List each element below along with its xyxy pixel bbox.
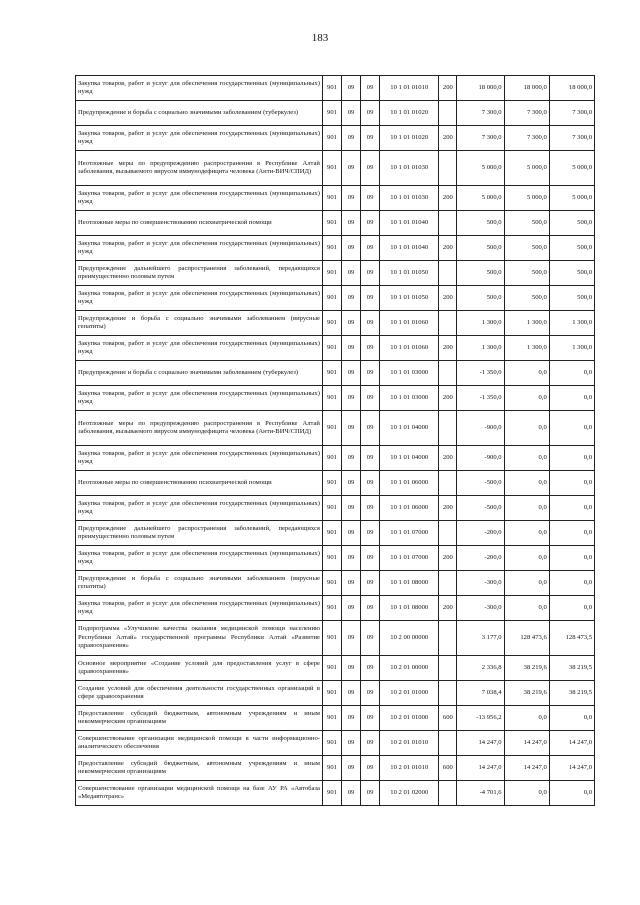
amount-2-cell: 500,0 <box>504 286 549 311</box>
amount-2-cell: 1 300,0 <box>504 336 549 361</box>
section-code-cell: 09 <box>342 211 361 236</box>
section-code-cell: 09 <box>342 781 361 806</box>
expense-type-cell <box>439 411 457 446</box>
item-name-cell: Закупка товаров, работ и услуг для обеспечения государственных (муниципальных) нужд <box>76 236 323 261</box>
target-article-cell: 10 1 01 06000 <box>380 496 439 521</box>
table-row <box>76 731 595 756</box>
expense-type-cell <box>439 731 457 756</box>
amount-2-cell: 14 247,0 <box>504 756 549 781</box>
amount-3-cell: 0,0 <box>549 546 594 571</box>
ministry-code-cell: 901 <box>322 496 341 521</box>
table-row <box>76 211 595 236</box>
table-row <box>76 361 595 386</box>
amount-3-cell: 0,0 <box>549 446 594 471</box>
amount-2-cell: 128 473,6 <box>504 621 549 656</box>
amount-3-cell: 14 247,0 <box>549 731 594 756</box>
subsection-code-cell: 09 <box>361 126 380 151</box>
expense-type-cell: 200 <box>439 336 457 361</box>
amount-3-cell: 0,0 <box>549 411 594 446</box>
ministry-code-cell: 901 <box>322 236 341 261</box>
item-name-cell: Закупка товаров, работ и услуг для обеспечения государственных (муниципальных) нужд <box>76 286 323 311</box>
target-article-cell: 10 1 01 01060 <box>380 311 439 336</box>
subsection-code-cell: 09 <box>361 286 380 311</box>
amount-2-cell: 0,0 <box>504 706 549 731</box>
subsection-code-cell: 09 <box>361 681 380 706</box>
section-code-cell: 09 <box>342 521 361 546</box>
ministry-code-cell: 901 <box>322 336 341 361</box>
subsection-code-cell: 09 <box>361 706 380 731</box>
table-row <box>76 126 595 151</box>
amount-1-cell: -200,0 <box>457 546 504 571</box>
table-row <box>76 656 595 681</box>
amount-3-cell: 0,0 <box>549 706 594 731</box>
item-name-cell: Закупка товаров, работ и услуг для обеспечения государственных (муниципальных) нужд <box>76 496 323 521</box>
item-name-cell: Совершенствование организации медицинской помощи в части информационно-аналитического обеспечения <box>76 731 323 756</box>
amount-2-cell: 0,0 <box>504 546 549 571</box>
subsection-code-cell: 09 <box>361 311 380 336</box>
target-article-cell: 10 1 01 08000 <box>380 596 439 621</box>
target-article-cell: 10 1 01 04000 <box>380 411 439 446</box>
target-article-cell: 10 2 01 01010 <box>380 731 439 756</box>
item-name-cell: Предупреждение и борьба с социально значимыми заболеванием (вирусные гепатиты) <box>76 311 323 336</box>
item-name-cell: Предупреждение и борьба с социально значимыми заболеванием (вирусные гепатиты) <box>76 571 323 596</box>
ministry-code-cell: 901 <box>322 261 341 286</box>
item-name-cell: Неотложные меры по предупреждению распространения в Республике Алтай заболевания, вызываемого вирусом иммунодефицита человека (Анти-ВИЧ/СПИД) <box>76 151 323 186</box>
section-code-cell: 09 <box>342 126 361 151</box>
expense-type-cell <box>439 681 457 706</box>
amount-1-cell: -500,0 <box>457 471 504 496</box>
ministry-code-cell: 901 <box>322 126 341 151</box>
amount-2-cell: 5 000,0 <box>504 186 549 211</box>
amount-3-cell: 18 000,0 <box>549 76 594 101</box>
section-code-cell: 09 <box>342 311 361 336</box>
item-name-cell: Неотложные меры по совершенствованию психиатрической помощи <box>76 471 323 496</box>
amount-3-cell: 5 000,0 <box>549 151 594 186</box>
amount-2-cell: 0,0 <box>504 446 549 471</box>
amount-1-cell: 2 336,8 <box>457 656 504 681</box>
amount-2-cell: 18 000,0 <box>504 76 549 101</box>
ministry-code-cell: 901 <box>322 546 341 571</box>
amount-2-cell: 0,0 <box>504 386 549 411</box>
section-code-cell: 09 <box>342 101 361 126</box>
expense-type-cell <box>439 656 457 681</box>
amount-3-cell: 14 247,0 <box>549 756 594 781</box>
table-row <box>76 471 595 496</box>
ministry-code-cell: 901 <box>322 656 341 681</box>
amount-2-cell: 0,0 <box>504 596 549 621</box>
section-code-cell: 09 <box>342 571 361 596</box>
table-row <box>76 286 595 311</box>
amount-3-cell: 500,0 <box>549 236 594 261</box>
amount-3-cell: 0,0 <box>549 596 594 621</box>
target-article-cell: 10 2 01 01000 <box>380 681 439 706</box>
budget-table-body <box>76 76 595 806</box>
expense-type-cell: 600 <box>439 756 457 781</box>
expense-type-cell <box>439 361 457 386</box>
amount-2-cell: 0,0 <box>504 571 549 596</box>
section-code-cell: 09 <box>342 236 361 261</box>
amount-3-cell: 38 219,5 <box>549 656 594 681</box>
ministry-code-cell: 901 <box>322 211 341 236</box>
expense-type-cell <box>439 781 457 806</box>
expense-type-cell <box>439 471 457 496</box>
expense-type-cell <box>439 151 457 186</box>
ministry-code-cell: 901 <box>322 621 341 656</box>
subsection-code-cell: 09 <box>361 471 380 496</box>
ministry-code-cell: 901 <box>322 386 341 411</box>
item-name-cell: Закупка товаров, работ и услуг для обеспечения государственных (муниципальных) нужд <box>76 336 323 361</box>
target-article-cell: 10 1 01 01040 <box>380 236 439 261</box>
item-name-cell: Предоставление субсидий бюджетным, автономным учреждениям и иным некоммерческим организациям <box>76 756 323 781</box>
section-code-cell: 09 <box>342 546 361 571</box>
amount-1-cell: -4 701,6 <box>457 781 504 806</box>
ministry-code-cell: 901 <box>322 681 341 706</box>
ministry-code-cell: 901 <box>322 521 341 546</box>
amount-2-cell: 0,0 <box>504 781 549 806</box>
target-article-cell: 10 1 01 04000 <box>380 446 439 471</box>
amount-1-cell: -500,0 <box>457 496 504 521</box>
section-code-cell: 09 <box>342 681 361 706</box>
item-name-cell: Неотложные меры по предупреждению распространения в Республике Алтай заболевания, вызываемого вирусом иммунодефицита человека (Анти-ВИЧ/СПИД) <box>76 411 323 446</box>
amount-1-cell: 1 300,0 <box>457 336 504 361</box>
section-code-cell: 09 <box>342 386 361 411</box>
item-name-cell: Подпрограмма «Улучшение качества оказания медицинской помощи населению Республики Алтай» государственной программы Республики Алтай «Развитие здравоохранения» <box>76 621 323 656</box>
target-article-cell: 10 1 01 01020 <box>380 101 439 126</box>
table-row <box>76 186 595 211</box>
amount-2-cell: 500,0 <box>504 236 549 261</box>
amount-2-cell: 7 300,0 <box>504 101 549 126</box>
section-code-cell: 09 <box>342 756 361 781</box>
table-row <box>76 781 595 806</box>
subsection-code-cell: 09 <box>361 546 380 571</box>
expense-type-cell <box>439 211 457 236</box>
expense-type-cell: 200 <box>439 596 457 621</box>
subsection-code-cell: 09 <box>361 186 380 211</box>
amount-2-cell: 0,0 <box>504 411 549 446</box>
amount-1-cell: 7 300,0 <box>457 126 504 151</box>
ministry-code-cell: 901 <box>322 286 341 311</box>
item-name-cell: Закупка товаров, работ и услуг для обеспечения государственных (муниципальных) нужд <box>76 186 323 211</box>
expense-type-cell: 200 <box>439 186 457 211</box>
amount-3-cell: 7 300,0 <box>549 101 594 126</box>
amount-2-cell: 1 300,0 <box>504 311 549 336</box>
amount-2-cell: 0,0 <box>504 471 549 496</box>
amount-3-cell: 1 300,0 <box>549 311 594 336</box>
section-code-cell: 09 <box>342 446 361 471</box>
amount-3-cell: 7 300,0 <box>549 126 594 151</box>
table-row <box>76 151 595 186</box>
subsection-code-cell: 09 <box>361 571 380 596</box>
expense-type-cell: 200 <box>439 446 457 471</box>
subsection-code-cell: 09 <box>361 496 380 521</box>
expense-type-cell: 200 <box>439 496 457 521</box>
ministry-code-cell: 901 <box>322 471 341 496</box>
ministry-code-cell: 901 <box>322 186 341 211</box>
table-row <box>76 756 595 781</box>
expense-type-cell: 200 <box>439 546 457 571</box>
subsection-code-cell: 09 <box>361 386 380 411</box>
subsection-code-cell: 09 <box>361 756 380 781</box>
subsection-code-cell: 09 <box>361 101 380 126</box>
item-name-cell: Неотложные меры по совершенствованию психиатрической помощи <box>76 211 323 236</box>
table-row <box>76 621 595 656</box>
expense-type-cell <box>439 571 457 596</box>
subsection-code-cell: 09 <box>361 621 380 656</box>
ministry-code-cell: 901 <box>322 731 341 756</box>
section-code-cell: 09 <box>342 596 361 621</box>
target-article-cell: 10 1 01 08000 <box>380 571 439 596</box>
amount-1-cell: 14 247,0 <box>457 756 504 781</box>
item-name-cell: Создание условий для обеспечения деятельности государственных организаций в сфере здравоохранения <box>76 681 323 706</box>
subsection-code-cell: 09 <box>361 411 380 446</box>
amount-2-cell: 38 219,6 <box>504 656 549 681</box>
target-article-cell: 10 1 01 03000 <box>380 386 439 411</box>
ministry-code-cell: 901 <box>322 411 341 446</box>
amount-2-cell: 500,0 <box>504 211 549 236</box>
section-code-cell: 09 <box>342 261 361 286</box>
item-name-cell: Закупка товаров, работ и услуг для обеспечения государственных (муниципальных) нужд <box>76 126 323 151</box>
section-code-cell: 09 <box>342 151 361 186</box>
amount-2-cell: 5 000,0 <box>504 151 549 186</box>
amount-1-cell: 1 300,0 <box>457 311 504 336</box>
subsection-code-cell: 09 <box>361 261 380 286</box>
target-article-cell: 10 1 01 01050 <box>380 286 439 311</box>
ministry-code-cell: 901 <box>322 756 341 781</box>
table-row <box>76 386 595 411</box>
amount-3-cell: 0,0 <box>549 361 594 386</box>
table-row <box>76 261 595 286</box>
target-article-cell: 10 2 01 02000 <box>380 781 439 806</box>
amount-3-cell: 500,0 <box>549 211 594 236</box>
ministry-code-cell: 901 <box>322 571 341 596</box>
amount-3-cell: 38 219,5 <box>549 681 594 706</box>
subsection-code-cell: 09 <box>361 76 380 101</box>
section-code-cell: 09 <box>342 731 361 756</box>
ministry-code-cell: 901 <box>322 596 341 621</box>
subsection-code-cell: 09 <box>361 596 380 621</box>
amount-1-cell: 500,0 <box>457 261 504 286</box>
amount-1-cell: -900,0 <box>457 411 504 446</box>
amount-2-cell: 38 219,6 <box>504 681 549 706</box>
amount-3-cell: 0,0 <box>549 386 594 411</box>
amount-1-cell: -900,0 <box>457 446 504 471</box>
table-row <box>76 546 595 571</box>
amount-3-cell: 0,0 <box>549 781 594 806</box>
expense-type-cell <box>439 101 457 126</box>
amount-3-cell: 5 000,0 <box>549 186 594 211</box>
amount-1-cell: -1 350,0 <box>457 361 504 386</box>
target-article-cell: 10 1 01 01030 <box>380 151 439 186</box>
item-name-cell: Закупка товаров, работ и услуг для обеспечения государственных (муниципальных) нужд <box>76 546 323 571</box>
amount-1-cell: 5 000,0 <box>457 186 504 211</box>
amount-2-cell: 14 247,0 <box>504 731 549 756</box>
target-article-cell: 10 1 01 01060 <box>380 336 439 361</box>
expense-type-cell <box>439 311 457 336</box>
amount-1-cell: 5 000,0 <box>457 151 504 186</box>
item-name-cell: Предупреждение и борьба с социально значимыми заболеванием (туберкулез) <box>76 101 323 126</box>
target-article-cell: 10 1 01 07000 <box>380 521 439 546</box>
table-row <box>76 446 595 471</box>
expense-type-cell: 200 <box>439 76 457 101</box>
amount-1-cell: -200,0 <box>457 521 504 546</box>
table-row <box>76 311 595 336</box>
amount-3-cell: 0,0 <box>549 496 594 521</box>
target-article-cell: 10 2 01 01000 <box>380 706 439 731</box>
target-article-cell: 10 2 01 01010 <box>380 756 439 781</box>
amount-3-cell: 0,0 <box>549 521 594 546</box>
item-name-cell: Предоставление субсидий бюджетным, автономным учреждениям и иным некоммерческим организациям <box>76 706 323 731</box>
subsection-code-cell: 09 <box>361 446 380 471</box>
page-number: 183 <box>311 32 329 44</box>
amount-2-cell: 0,0 <box>504 496 549 521</box>
expense-type-cell <box>439 261 457 286</box>
subsection-code-cell: 09 <box>361 361 380 386</box>
ministry-code-cell: 901 <box>322 361 341 386</box>
section-code-cell: 09 <box>342 496 361 521</box>
amount-3-cell: 500,0 <box>549 261 594 286</box>
table-row <box>76 706 595 731</box>
ministry-code-cell: 901 <box>322 76 341 101</box>
section-code-cell: 09 <box>342 286 361 311</box>
item-name-cell: Основное мероприятие «Создание условий для предоставления услуг в сфере здравоохранения» <box>76 656 323 681</box>
item-name-cell: Закупка товаров, работ и услуг для обеспечения государственных (муниципальных) нужд <box>76 596 323 621</box>
amount-1-cell: -300,0 <box>457 596 504 621</box>
target-article-cell: 10 1 01 01040 <box>380 211 439 236</box>
section-code-cell: 09 <box>342 471 361 496</box>
target-article-cell: 10 1 01 01020 <box>380 126 439 151</box>
subsection-code-cell: 09 <box>361 781 380 806</box>
amount-1-cell: 500,0 <box>457 211 504 236</box>
item-name-cell: Совершенствование организации медицинской помощи на базе АУ РА «Автобаза «Медавтотранс» <box>76 781 323 806</box>
ministry-code-cell: 901 <box>322 446 341 471</box>
amount-1-cell: -300,0 <box>457 571 504 596</box>
subsection-code-cell: 09 <box>361 236 380 261</box>
item-name-cell: Закупка товаров, работ и услуг для обеспечения государственных (муниципальных) нужд <box>76 76 323 101</box>
section-code-cell: 09 <box>342 76 361 101</box>
amount-1-cell: 7 038,4 <box>457 681 504 706</box>
amount-2-cell: 0,0 <box>504 521 549 546</box>
expense-type-cell <box>439 621 457 656</box>
amount-1-cell: -13 956,2 <box>457 706 504 731</box>
target-article-cell: 10 1 01 07000 <box>380 546 439 571</box>
subsection-code-cell: 09 <box>361 211 380 236</box>
table-row <box>76 76 595 101</box>
ministry-code-cell: 901 <box>322 781 341 806</box>
amount-2-cell: 500,0 <box>504 261 549 286</box>
ministry-code-cell: 901 <box>322 311 341 336</box>
section-code-cell: 09 <box>342 411 361 446</box>
subsection-code-cell: 09 <box>361 656 380 681</box>
item-name-cell: Предупреждение дальнейшего распространения заболеваний, передающихся преимущественно половым путем <box>76 261 323 286</box>
target-article-cell: 10 1 01 03000 <box>380 361 439 386</box>
subsection-code-cell: 09 <box>361 151 380 186</box>
amount-3-cell: 128 473,5 <box>549 621 594 656</box>
item-name-cell: Закупка товаров, работ и услуг для обеспечения государственных (муниципальных) нужд <box>76 386 323 411</box>
table-row <box>76 236 595 261</box>
table-row <box>76 681 595 706</box>
expense-type-cell <box>439 521 457 546</box>
table-row <box>76 496 595 521</box>
table-row <box>76 571 595 596</box>
expense-type-cell: 200 <box>439 386 457 411</box>
section-code-cell: 09 <box>342 706 361 731</box>
item-name-cell: Закупка товаров, работ и услуг для обеспечения государственных (муниципальных) нужд <box>76 446 323 471</box>
amount-1-cell: -1 350,0 <box>457 386 504 411</box>
ministry-code-cell: 901 <box>322 101 341 126</box>
budget-table <box>75 75 595 806</box>
expense-type-cell: 200 <box>439 126 457 151</box>
subsection-code-cell: 09 <box>361 521 380 546</box>
ministry-code-cell: 901 <box>322 151 341 186</box>
table-row <box>76 521 595 546</box>
target-article-cell: 10 1 01 01010 <box>380 76 439 101</box>
section-code-cell: 09 <box>342 656 361 681</box>
table-row <box>76 101 595 126</box>
subsection-code-cell: 09 <box>361 731 380 756</box>
expense-type-cell: 600 <box>439 706 457 731</box>
target-article-cell: 10 1 01 06000 <box>380 471 439 496</box>
amount-1-cell: 7 300,0 <box>457 101 504 126</box>
amount-2-cell: 7 300,0 <box>504 126 549 151</box>
ministry-code-cell: 901 <box>322 706 341 731</box>
amount-3-cell: 0,0 <box>549 571 594 596</box>
amount-1-cell: 18 000,0 <box>457 76 504 101</box>
table-row <box>76 336 595 361</box>
amount-2-cell: 0,0 <box>504 361 549 386</box>
table-row <box>76 411 595 446</box>
subsection-code-cell: 09 <box>361 336 380 361</box>
target-article-cell: 10 1 01 01050 <box>380 261 439 286</box>
table-row <box>76 596 595 621</box>
amount-1-cell: 500,0 <box>457 286 504 311</box>
section-code-cell: 09 <box>342 361 361 386</box>
expense-type-cell: 200 <box>439 286 457 311</box>
amount-3-cell: 500,0 <box>549 286 594 311</box>
amount-3-cell: 1 300,0 <box>549 336 594 361</box>
target-article-cell: 10 2 00 00000 <box>380 621 439 656</box>
target-article-cell: 10 2 01 00000 <box>380 656 439 681</box>
section-code-cell: 09 <box>342 186 361 211</box>
item-name-cell: Предупреждение дальнейшего распространения заболеваний, передающихся преимущественно половым путем <box>76 521 323 546</box>
amount-1-cell: 14 247,0 <box>457 731 504 756</box>
target-article-cell: 10 1 01 01030 <box>380 186 439 211</box>
section-code-cell: 09 <box>342 621 361 656</box>
amount-3-cell: 0,0 <box>549 471 594 496</box>
item-name-cell: Предупреждение и борьба с социально значимыми заболеванием (туберкулез) <box>76 361 323 386</box>
amount-1-cell: 500,0 <box>457 236 504 261</box>
expense-type-cell: 200 <box>439 236 457 261</box>
section-code-cell: 09 <box>342 336 361 361</box>
amount-1-cell: 3 177,0 <box>457 621 504 656</box>
